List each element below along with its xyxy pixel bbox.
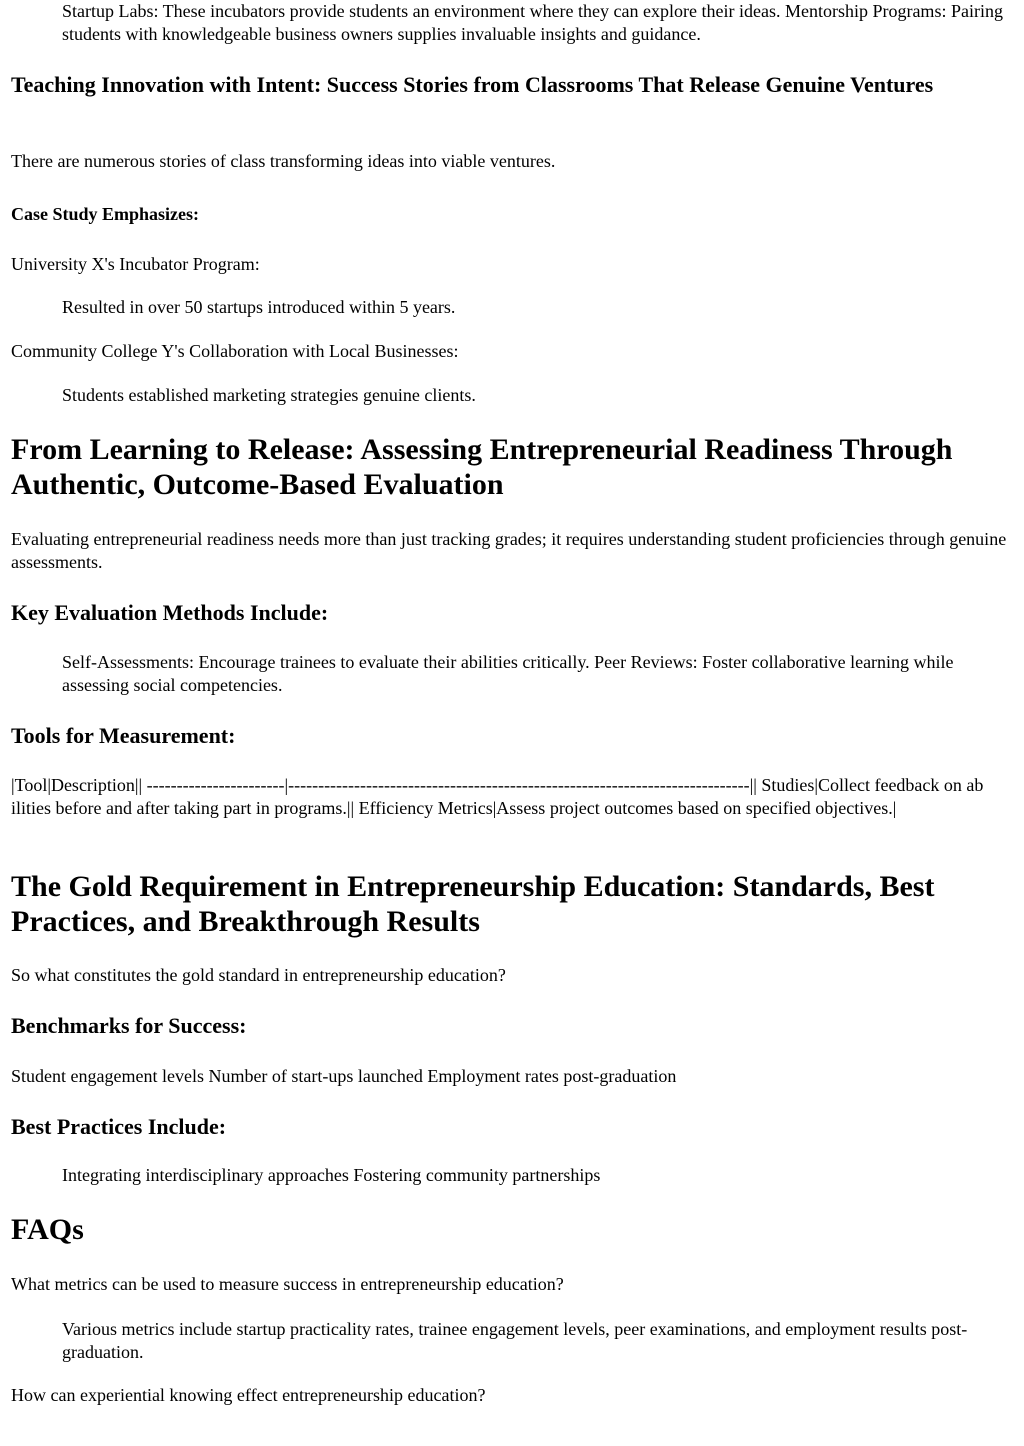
gold-heading: The Gold Requirement in Entrepreneurship Education: Standards, Best Practices, and Breakthrough Results: [11, 870, 935, 938]
methods-heading: Key Evaluation Methods Include:: [11, 600, 329, 625]
faqs-heading: FAQs: [11, 1213, 84, 1246]
faq-question-2: How can experiential knowing effect entrepreneurship education?: [11, 1385, 486, 1405]
assessing-paragraph: Evaluating entrepreneurial readiness needs more than just tracking grades; it requires understanding student proficiencies through genuine assessments.: [11, 529, 1007, 572]
benchmarks-text: Student engagement levels Number of start-ups launched Employment rates post-graduation: [11, 1066, 677, 1086]
assessing-heading: From Learning to Release: Assessing Entrepreneurial Readiness Through Authentic, Outcome-Based Evaluation: [11, 433, 953, 501]
case1-title: University X's Incubator Program:: [11, 254, 260, 274]
case1-detail: Resulted in over 50 startups introduced within 5 years.: [62, 297, 456, 317]
case2-title: Community College Y's Collaboration with Local Businesses:: [11, 341, 459, 361]
benchmarks-heading: Benchmarks for Success:: [11, 1013, 247, 1038]
faq-question-1: What metrics can be used to measure success in entrepreneurship education?: [11, 1274, 564, 1294]
faq-answer-1: Various metrics include startup practicality rates, trainee engagement levels, peer examinations, and employment results post-graduation.: [62, 1319, 968, 1362]
case-study-heading: Case Study Emphasizes:: [11, 204, 200, 224]
case2-detail: Students established marketing strategies genuine clients.: [62, 385, 476, 405]
teaching-paragraph: There are numerous stories of class transforming ideas into viable ventures.: [11, 151, 556, 171]
tools-heading: Tools for Measurement:: [11, 723, 236, 748]
teaching-heading: Teaching Innovation with Intent: Success Stories from Classrooms That Release Genuine Ventures: [11, 72, 934, 97]
practices-heading: Best Practices Include:: [11, 1114, 227, 1139]
tools-table-text: |Tool|Description|| -----------------------|-----------------------------------------------------------------------------|| Studies|Collect feedback on abilities before and after taking part in programs.|| Efficiency Metrics|Assess project outcomes based on specified objectives.|: [11, 775, 984, 818]
gold-paragraph: So what constitutes the gold standard in entrepreneurship education?: [11, 965, 506, 985]
practices-quote: Integrating interdisciplinary approaches Fostering community partnerships: [62, 1165, 601, 1185]
methods-quote: Self-Assessments: Encourage trainees to evaluate their abilities critically. Peer Reviews: Foster collaborative learning while assessing social competencies.: [62, 652, 954, 695]
intro-quote: Startup Labs: These incubators provide students an environment where they can explore their ideas. Mentorship Programs: Pairing students with knowledgeable business owners supplies invaluable insights and guidance.: [62, 1, 1003, 44]
